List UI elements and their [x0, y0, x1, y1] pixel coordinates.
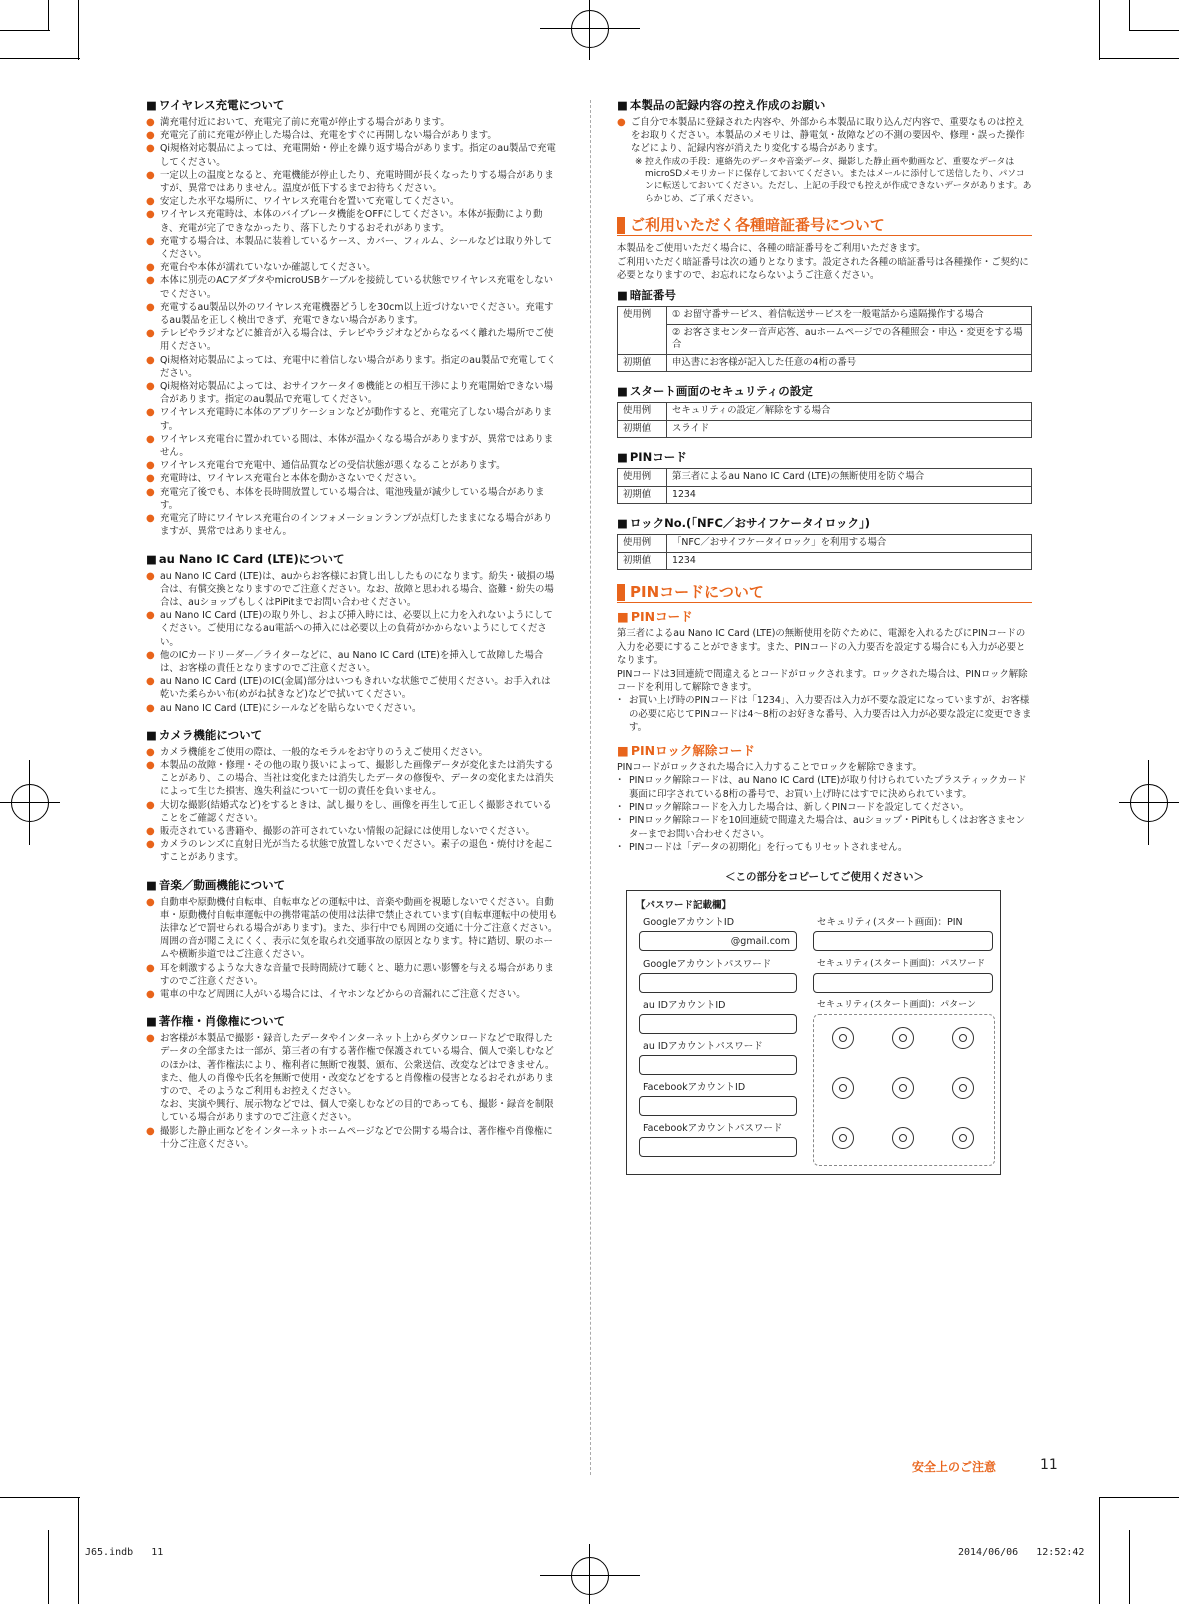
bullet-item: ● 電車の中など周囲に人がいる場合には、イヤホンなどからの音漏れにご注意ください。 — [146, 988, 558, 1001]
bullet-item: ● ワイヤレス充電時は、本体のバイブレータ機能をOFFにしてください。本体が振動により動き、充電が完了できなかったり、落下したりするおそれがあります。 — [146, 208, 558, 234]
table-value: セキュリティの設定／解除をする場合 — [667, 403, 1032, 421]
pin-subheading: ■ PINコード — [617, 609, 1032, 625]
pin-unlock-subheading: ■ PINロック解除コード — [617, 743, 1032, 759]
fb-pw-field[interactable] — [639, 1137, 797, 1157]
bullet-item: ● 自動車や原動機付自転車、自転車などの運転中は、音楽や動画を視聴しないでください。自動車・原動機付自転車運転中の携帯電話の使用は法律で禁止されています(自転車運転中の使用も法律などで罰せられる場合があります)。また、歩行中でも周囲の交通に十分ご注意ください。周囲の音が聞こえにくく、表示に気を取られ交通事故の原因となります。特に踏切、駅のホームや横断歩道ではご注意ください。 — [146, 896, 558, 962]
sec-pw-field[interactable] — [813, 973, 993, 993]
google-id-field[interactable]: @gmail.com — [639, 931, 797, 951]
section-au-card — [146, 552, 558, 715]
pin-dot-item: ・ PINコードは「データの初期化」を行ってもリセットされません。 — [617, 841, 1032, 854]
table-key: 初期値 — [618, 486, 667, 504]
backup-note: ※ 控え作成の手段：連絡先のデータや音楽データ、撮影した静止画や動画など、重要なデータはmicroSDメモリカードに保存しておいてください。またはメールに添付して送信したり、パソコンに転送しておいてください。ただし、上記の手段でも控えが作成できないデータがあります。あらかじめ、ご了承ください。 — [635, 156, 1032, 204]
table-value: 1234 — [667, 486, 1032, 504]
bullet-item: ● 満充電付近において、充電完了前に充電が停止する場合があります。 — [146, 116, 558, 129]
table-value: スライド — [667, 420, 1032, 438]
pin-paragraph: PINコードは3回連続で間違えるとコードがロックされます。ロックされた場合は、PINロック解除コードを利用して解除できます。 — [617, 668, 1028, 694]
au-pw-field[interactable] — [639, 1055, 797, 1075]
bullet-item: ● au Nano IC Card (LTE)のIC(金属)部分はいつもきれいな状態でご使用ください。お手入れは乾いた柔らかい布(めがね拭きなど)などで拭いてください。 — [146, 675, 558, 701]
sec-pattern-label: セキュリティ(スタート画面)：パターン — [817, 999, 976, 1010]
table-key: 使用例 — [618, 307, 667, 355]
lock-number-table — [617, 534, 1032, 570]
table-value: 1234 — [667, 552, 1032, 570]
pin-paragraph: PINコードがロックされた場合に入力することでロックを解除できます。 — [617, 761, 922, 773]
bullet-item: ● 大切な撮影(結婚式など)をするときは、試し撮りをし、画像を再生して正しく撮影されていることをご確認ください。 — [146, 799, 558, 825]
lock-table-heading: ■ ロックNo.(「NFC／おサイフケータイロック」) — [617, 516, 1032, 531]
pattern-grid — [813, 1014, 995, 1166]
bullet-item: ● 一定以上の温度となると、充電機能が停止したり、充電時間が長くなったりする場合がありますが、異常ではありません。温度が低下するまでお待ちください。 — [146, 169, 558, 195]
page-number: 11 — [1040, 1457, 1058, 1473]
table-key: 使用例 — [618, 403, 667, 421]
section-heading: ■ 音楽／動画機能について — [146, 878, 558, 893]
section-wireless — [146, 98, 558, 539]
bullet-item: ● 販売されている書籍や、撮影の許可されていない情報の記録には使用しないでください。 — [146, 825, 558, 838]
bullet-item: ● 充電完了前に充電が停止した場合は、充電をすぐに再開しない場合があります。 — [146, 129, 558, 142]
pin-dot-item: ・ PINロック解除コードを入力した場合は、新しくPINコードを設定してください。 — [617, 801, 1032, 814]
crop-mark — [78, 0, 79, 60]
bullet-item: ● ワイヤレス充電台で充電中、通信品質などの受信状態が悪くなることがあります。 — [146, 459, 558, 472]
au-pw-label: au IDアカウントパスワード — [643, 1040, 763, 1052]
bullet-item: ● 充電台や本体が濡れていないか確認してください。 — [146, 261, 558, 274]
bullet-item: ● Qi規格対応製品によっては、充電中に着信しない場合があります。指定のau製品で充電してください。 — [146, 354, 558, 380]
crop-mark — [1099, 1497, 1100, 1604]
section-copyright — [146, 1014, 558, 1151]
pin-number-table — [617, 306, 1032, 372]
fb-pw-label: Facebookアカウントパスワード — [643, 1122, 783, 1134]
table-value: 申込書にお客様が記入した任意の4桁の番号 — [667, 354, 1032, 372]
crop-mark — [48, 0, 49, 30]
bullet-item: ● カメラのレンズに直射日光が当たる状態で放置しないでください。素子の退色・焼付けを起こすことがあります。 — [146, 838, 558, 864]
bullet-item: ● テレビやラジオなどに雑音が入る場合は、テレビやラジオなどからなるべく離れた場所でご使用ください。 — [146, 327, 558, 353]
crop-mark — [0, 58, 80, 59]
crop-mark — [0, 30, 50, 31]
crop-mark — [1129, 30, 1179, 31]
left-column — [146, 98, 558, 1164]
fb-id-field[interactable] — [639, 1096, 797, 1116]
registration-mark — [571, 10, 609, 48]
pattern-dot[interactable] — [892, 1127, 914, 1149]
pin-dot-item: ・ PINロック解除コードは、au Nano IC Card (LTE)が取り付けられていたプラスティックカード裏面に印字されている8桁の番号で、お買い上げ時にはすでに決められています。 — [617, 774, 1032, 801]
bullet-item: ● 撮影した静止画などをインターネットホームページなどで公開する場合は、著作権や肖像権に十分ご注意ください。 — [146, 1125, 558, 1151]
google-pw-label: Googleアカウントパスワード — [643, 958, 772, 970]
bullet-item: ● 他のICカードリーダー／ライターなどに、au Nano IC Card (LTE)を挿入して故障した場合は、お客様の責任となりますのでご注意ください。 — [146, 649, 558, 675]
pattern-dot[interactable] — [892, 1077, 914, 1099]
pincode-table — [617, 468, 1032, 504]
section-camera — [146, 728, 558, 865]
table-value: ② お客さまセンター音声応答、auホームページでの各種照会・申込・変更をする場合 — [667, 324, 1032, 354]
bullet-item: ● 耳を刺激するような大きな音量で長時間続けて聴くと、聴力に悪い影響を与える場合がありますのでご注意ください。 — [146, 962, 558, 988]
registration-mark — [571, 1557, 609, 1595]
google-id-label: GoogleアカウントID — [643, 916, 735, 928]
au-id-label: au IDアカウントID — [643, 999, 726, 1011]
crop-mark — [1129, 0, 1130, 30]
bullet-item: ● ご自分で本製品に登録された内容や、外部から本製品に取り込んだ内容で、重要なものは控えをお取りください。本製品のメモリは、静電気・故障などの不測の要因や、修理・誤った操作などにより、記録内容が消えたり変化する場合があります。 — [617, 116, 1032, 156]
table-value: ① お留守番サービス、着信転送サービスを一般電話から遠隔操作する場合 — [667, 307, 1032, 325]
password-card-title: 【パスワード記載欄】 — [636, 899, 732, 911]
crop-mark — [78, 1497, 79, 1604]
pattern-dot[interactable] — [832, 1127, 854, 1149]
bullet-item: ● カメラ機能をご使用の際は、一般的なモラルをお守りのうえご使用ください。 — [146, 746, 558, 759]
table-key: 使用例 — [618, 535, 667, 553]
password-card — [626, 890, 1001, 1175]
print-slug-timestamp: 2014/06/06 12:52:42 — [958, 1547, 1085, 1558]
table-value: 「NFC／おサイフケータイロック」を利用する場合 — [667, 535, 1032, 553]
section-backup — [617, 98, 1032, 205]
crop-mark — [0, 1497, 80, 1498]
bullet-item: ● Qi規格対応製品によっては、おサイフケータイ®機能との相互干渉により充電開始できない場合があります。指定のau製品で充電してください。 — [146, 380, 558, 406]
bullet-item: ● 安定した水平な場所に、ワイヤレス充電台を置いて充電してください。 — [146, 195, 558, 208]
pattern-dot[interactable] — [832, 1027, 854, 1049]
section-heading: ■ 本製品の記録内容の控え作成のお願い — [617, 98, 1032, 113]
copy-card-header: ＜この部分をコピーしてご使用ください＞ — [724, 870, 925, 883]
pin-section-title: PINコードについて — [617, 582, 1032, 603]
pincode-table-heading: ■ PINコード — [617, 450, 1032, 465]
right-column — [617, 98, 1032, 1175]
au-id-field[interactable] — [639, 1014, 797, 1034]
start-table-heading: ■ スタート画面のセキュリティの設定 — [617, 384, 1032, 399]
codes-intro: 本製品をご使用いただく場合に、各種の暗証番号をご利用いただきます。 ご利用いただく暗証番号は次の通りとなります。設定された各種の暗証番号は各種操作・ご契約に必要となりますので、お忘れにならないようご注意ください。 — [617, 243, 1029, 282]
table-value: 第三者によるau Nano IC Card (LTE)の無断使用を防ぐ場合 — [667, 469, 1032, 487]
sec-pin-field[interactable] — [813, 931, 993, 951]
bullet-item: ● 充電完了後でも、本体を長時間放置している場合は、電池残量が減少している場合があります。 — [146, 486, 558, 512]
section-heading: ■ 著作権・肖像権について — [146, 1014, 558, 1029]
registration-mark — [11, 784, 49, 822]
pattern-dot[interactable] — [952, 1027, 974, 1049]
bullet-item: ● 本製品の故障・修理・その他の取り扱いによって、撮影した画像データが変化または消失することがあり、この場合、当社は変化または消失したデータの修復や、データの変化または消失によって生じた損害、逸失利益について一切の責任を負いません。 — [146, 759, 558, 799]
sec-pin-label: セキュリティ(スタート画面)：PIN — [817, 916, 963, 928]
start-security-table — [617, 402, 1032, 438]
pin-dot-item: ・ お買い上げ時のPINコードは「1234」、入力要否は入力が不要な設定になっていますが、お客様の必要に応じてPINコードは4～8桁のお好きな番号、入力要否は入力が必要な設定に変更できます。 — [617, 694, 1032, 734]
fb-id-label: FacebookアカウントID — [643, 1081, 746, 1093]
crop-mark — [1099, 1497, 1179, 1498]
table-key: 使用例 — [618, 469, 667, 487]
print-slug-file: J65.indb 11 — [85, 1547, 164, 1558]
registration-mark — [1130, 784, 1168, 822]
bullet-item: ● 充電する場合は、本製品に装着しているケース、カバー、フィルム、シールなどは取り外してください。 — [146, 235, 558, 261]
bullet-item: ● 本体に別売のACアダプタやmicroUSBケーブルを接続している状態でワイヤレス充電をしないでください。 — [146, 274, 558, 300]
table-key: 初期値 — [618, 552, 667, 570]
sec-pw-label: セキュリティ(スタート画面)：パスワード — [817, 958, 986, 969]
bullet-item: ● ワイヤレス充電時に本体のアプリケーションなどが動作すると、充電完了しない場合があります。 — [146, 406, 558, 432]
pattern-dot[interactable] — [952, 1077, 974, 1099]
footer-section-label: 安全上のご注意 — [912, 1460, 997, 1474]
section-heading: ■ カメラ機能について — [146, 728, 558, 743]
bullet-item: ● au Nano IC Card (LTE)の取り外し、および挿入時には、必要以上に力を入れないようにしてください。ご使用になるau電話への挿入には必要以上の負荷がかからないようにしてください。 — [146, 609, 558, 649]
bullet-item: ● 充電するau製品以外のワイヤレス充電機器どうしを30cm以上近づけないでください。充電するau製品を正しく検出できず、充電できない場合があります。 — [146, 301, 558, 327]
table-key: 初期値 — [618, 420, 667, 438]
crop-mark — [1099, 58, 1179, 59]
bullet-item: ● 充電時は、ワイヤレス充電台と本体を動かさないでください。 — [146, 472, 558, 485]
pattern-dot[interactable] — [952, 1127, 974, 1149]
pattern-dot[interactable] — [832, 1077, 854, 1099]
bullet-item: ● 充電完了時にワイヤレス充電台のインフォメーションランプが点灯したままになる場合がありますが、異常ではありません。 — [146, 512, 558, 538]
bullet-item: ● ワイヤレス充電台に置かれている間は、本体が温かくなる場合がありますが、異常ではありません。 — [146, 433, 558, 459]
column-divider — [590, 100, 591, 1475]
section-music — [146, 878, 558, 1002]
section-heading: ■ au Nano IC Card (LTE)について — [146, 552, 558, 567]
bullet-item: ● au Nano IC Card (LTE)にシールなどを貼らないでください。 — [146, 702, 558, 715]
pin-table-heading: ■ 暗証番号 — [617, 288, 1032, 303]
pattern-dot[interactable] — [892, 1027, 914, 1049]
crop-mark — [1129, 1530, 1130, 1604]
bullet-item: ● au Nano IC Card (LTE)は、auからお客様にお貸し出ししたものになります。紛失・破損の場合は、有償交換となりますのでご注意ください。なお、故障と思われる場合、盗難・紛失の場合は、auショップもしくはPiPitまでお問い合わせください。 — [146, 570, 558, 610]
section-heading: ■ ワイヤレス充電について — [146, 98, 558, 113]
pin-paragraph: 第三者によるau Nano IC Card (LTE)の無断使用を防ぐために、電源を入れるたびにPINコードの入力を必要にすることができます。また、PINコードの入力要否を設定する場合にも入力が必要となります。 — [617, 628, 1026, 667]
crop-mark — [1099, 0, 1100, 60]
table-key: 初期値 — [618, 354, 667, 372]
codes-title: ご利用いただく各種暗証番号について — [617, 215, 1032, 236]
google-pw-field[interactable] — [639, 973, 797, 993]
bullet-item: ● お客様が本製品で撮影・録音したデータやインターネット上からダウンロードなどで取得したデータの全部または一部が、第三者の有する著作権で保護されている場合、個人で楽しむなどのほかは、著作権法により、権利者に無断で複製、頒布、公衆送信、改変などはできません。 また、他人の肖像や氏名を無断で使用・改変などをすると肖像権の侵害となるおそれがありますので、そのようなご利用もお控えください。 なお、実演や興行、展示物などでは、個人で楽しむなどの目的であっても、撮影・録音を制限している場合がありますのでご注意ください。 — [146, 1032, 558, 1124]
bullet-item: ● Qi規格対応製品によっては、充電開始・停止を繰り返す場合があります。指定のau製品で充電してください。 — [146, 142, 558, 168]
pin-dot-item: ・ PINロック解除コードを10回連続で間違えた場合は、auショップ・PiPitもしくはお客さまセンターまでお問い合わせください。 — [617, 814, 1032, 841]
crop-mark — [48, 1530, 49, 1604]
